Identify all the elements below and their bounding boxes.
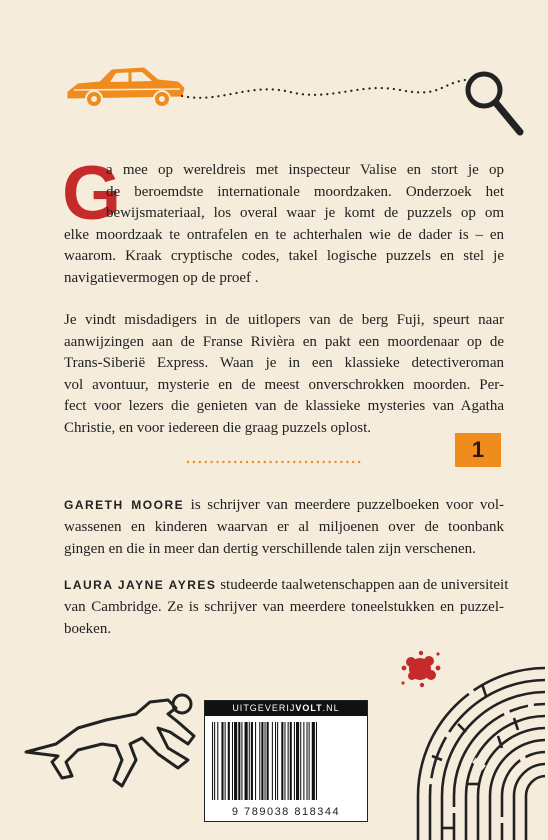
volume-badge: 1 <box>455 433 501 467</box>
barcode-bar <box>214 722 215 800</box>
intro-line: bewijsmateriaal, los overal waar je komt de puzzels op om <box>106 205 504 221</box>
barcode-bar <box>288 722 289 800</box>
barcode-bar <box>232 722 233 800</box>
isbn-number: 9 789038 818344 <box>231 806 341 818</box>
barcode-bar <box>303 722 304 800</box>
bio-line: wassenen en kinderen waarvan er al miljoenen over de toonbank <box>64 519 504 535</box>
bio-line <box>64 574 509 596</box>
publisher-prefix: UITGEVERIJ <box>232 703 296 713</box>
dotted-trail <box>180 70 470 110</box>
barcode-bar <box>294 722 295 800</box>
barcode-bar <box>245 722 248 800</box>
car-icon <box>60 56 190 116</box>
bio-line <box>64 494 504 516</box>
second-line: vol avontuur, mysterie en de meest onverschrokken moorden. Per- <box>64 376 504 393</box>
intro-line: waarom. Kraak cryptische codes, takel logische puzzels en stel je <box>64 248 504 264</box>
barcode-bar <box>275 722 276 800</box>
barcode-bar <box>241 722 242 800</box>
bio-line: van Cambridge. Ze is schrijver van meerdere toneelstukken en puzzel- <box>64 599 504 615</box>
barcode-bar <box>225 722 226 800</box>
body-outline-icon <box>18 690 203 790</box>
barcode-bar <box>255 722 256 800</box>
magnifying-glass-icon <box>462 66 528 140</box>
barcode-bar <box>277 722 278 800</box>
barcode-bar <box>284 722 285 800</box>
barcode-bar <box>212 722 213 800</box>
barcode-bars <box>212 722 360 800</box>
barcode-bar <box>221 722 223 800</box>
bio-line: gingen en die in meer dan dertig verschillende talen zijn verschenen. <box>64 541 476 557</box>
author-bio-moore <box>64 494 504 560</box>
barcode-bar <box>251 722 253 800</box>
barcode-bar <box>238 722 240 800</box>
barcode-bar <box>259 722 260 800</box>
barcode-bar <box>312 722 315 800</box>
barcode-bar <box>267 722 269 800</box>
barcode-bar <box>309 722 310 800</box>
second-line: Trans-Siberië Express. Waan je in een klassieke detectiveroman <box>64 355 504 371</box>
publisher-name: VOLT <box>295 703 323 713</box>
barcode-bar <box>234 722 237 800</box>
barcode-bar <box>307 722 308 800</box>
bio-line: boeken. <box>64 621 112 637</box>
intro-line: a mee op wereldreis met inspecteur Valise en stort je op <box>106 162 504 178</box>
barcode-bar <box>228 722 230 800</box>
dotted-divider <box>186 458 364 466</box>
intro-line: elke moordzaak te ontrafelen en te achterhalen wie de dader is – en <box>64 226 504 243</box>
second-line: aanwijzingen aan de Franse Rivièra en pakt een moordenaar op de <box>64 333 504 350</box>
intro-line: navigatievermogen op de proef . <box>64 269 259 286</box>
barcode-bar <box>261 722 263 800</box>
barcode-bar <box>316 722 317 800</box>
intro-paragraph <box>64 160 504 289</box>
publisher-label <box>205 701 367 716</box>
barcode-bar <box>300 722 301 800</box>
barcode-bar <box>265 722 266 800</box>
second-line: Christie, en voor iedereen die graag puzzels oplost. <box>64 419 371 436</box>
author-name: GARETH MOORE <box>64 498 185 512</box>
barcode-box <box>204 700 368 822</box>
author-bio-ayres <box>64 574 509 640</box>
intro-line: de beroemdste internationale moordzaken. Onderzoek het <box>106 183 504 200</box>
publisher-suffix: .NL <box>322 703 340 713</box>
second-line: Je vindt misdadigers in de uitlopers van de berg Fuji, speurt naar <box>64 312 504 328</box>
second-paragraph <box>64 310 504 439</box>
barcode-bar <box>290 722 292 800</box>
barcode-bar <box>217 722 218 800</box>
maze-icon <box>410 660 548 840</box>
barcode-bar <box>272 722 273 800</box>
author-name: LAURA JAYNE AYRES <box>64 578 217 592</box>
bio-text: studeerde taalwetenschappen aan de universiteit <box>216 577 509 593</box>
barcode-bar <box>249 722 250 800</box>
drop-cap: G <box>62 151 122 236</box>
second-line: fect voor lezers die genieten van de klassieke mysteries van Agatha <box>64 398 504 414</box>
barcode-bar <box>281 722 283 800</box>
barcode-bar <box>296 722 299 800</box>
bio-text: is schrijver van meerdere puzzelboeken voor vol- <box>184 497 504 513</box>
